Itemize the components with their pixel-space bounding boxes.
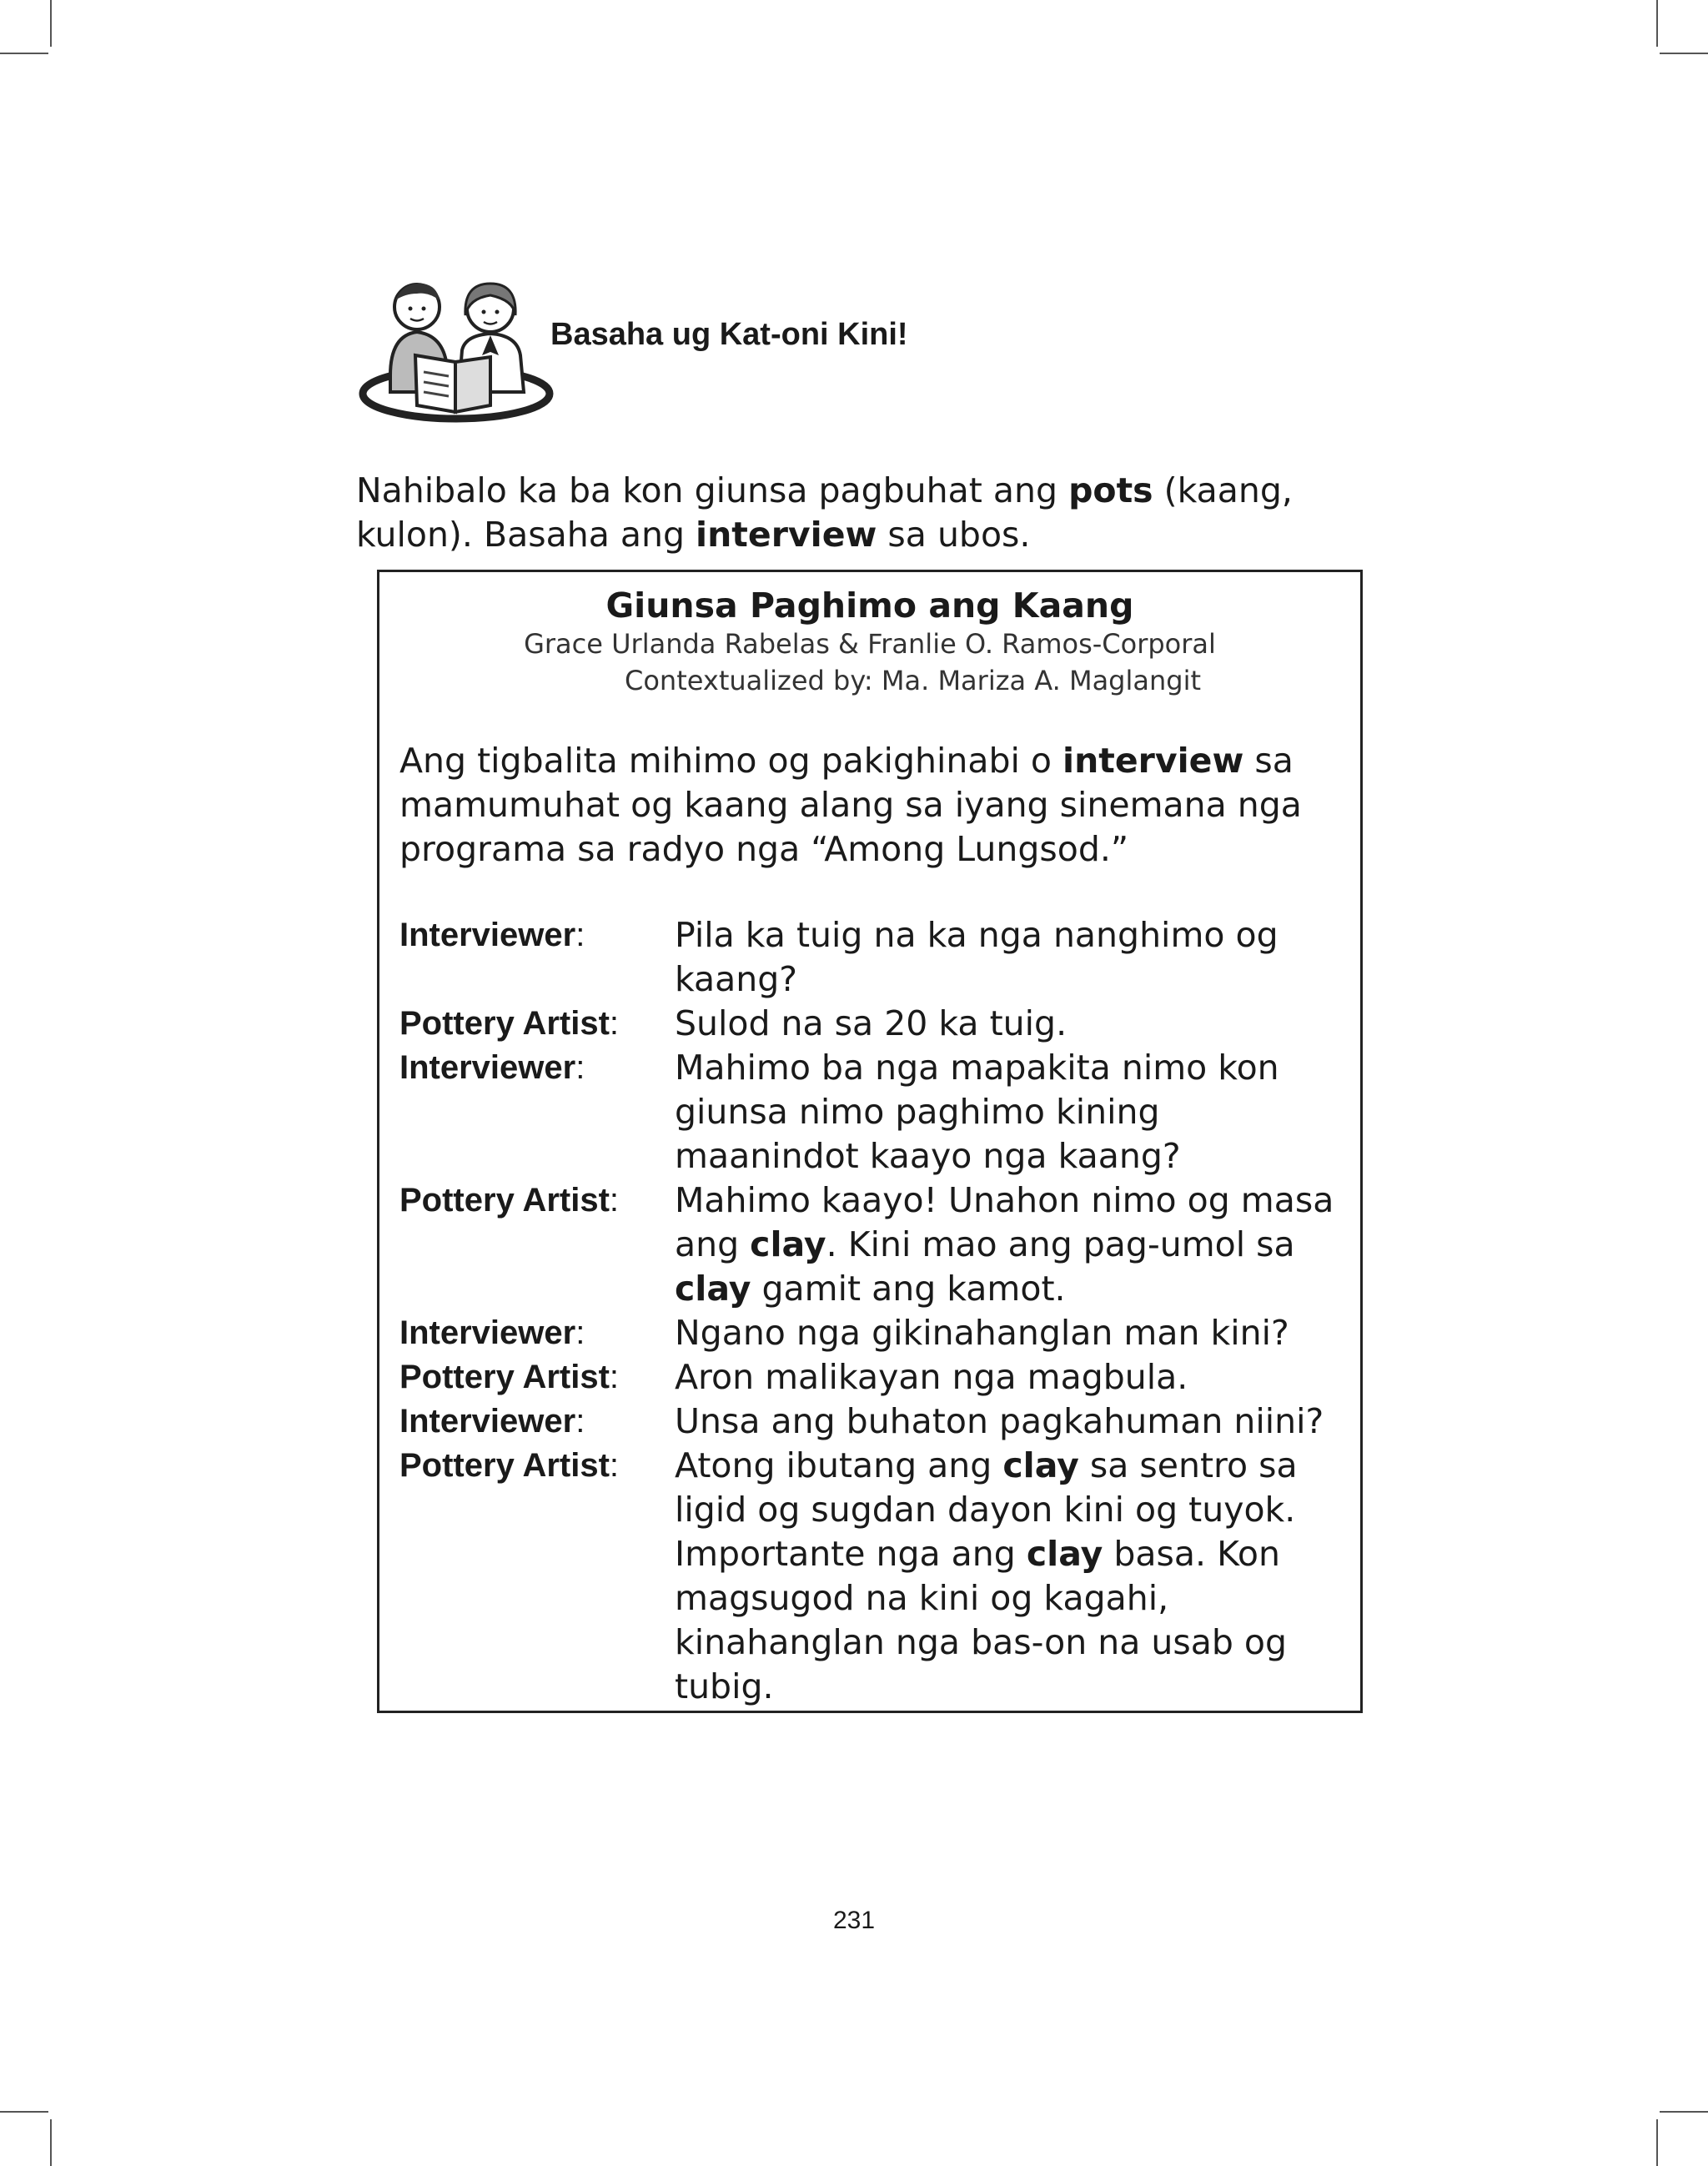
speaker-label: [399, 913, 675, 1002]
dialogue-text: Mahimo kaayo! Unahon nimo og masa ang: [675, 1180, 1334, 1264]
speaker-colon: :: [609, 1182, 620, 1219]
speaker-colon: :: [609, 1359, 620, 1395]
dialogue-text: Sulod na sa 20 ka tuig.: [675, 1003, 1068, 1043]
story-intro-keyword: interview: [1062, 741, 1244, 781]
crop-mark: [1656, 0, 1658, 47]
dialogue-text: Ngano nga gikinahanglan man kini?: [675, 1313, 1289, 1353]
dialogue-line: [675, 1311, 1350, 1355]
story-intro-text: sa mamumuhat og kaang alang sa iyang sinemana nga programa sa radyo nga “Among Lungsod.”: [399, 741, 1302, 869]
dialogue-turn: [399, 1355, 1350, 1400]
dialogue-turn: [399, 1046, 1350, 1178]
crop-mark: [1660, 2111, 1708, 2113]
crop-mark: [50, 0, 52, 47]
speaker-name: Pottery Artist: [399, 1447, 610, 1484]
dialogue-text: Unsa ang buhaton pagkahuman niini?: [675, 1401, 1324, 1441]
story-intro: [399, 739, 1350, 872]
contextualized-by: Contextualized by: Ma. Mariza A. Maglangit: [625, 665, 1202, 696]
intro-keyword: pots: [1068, 470, 1153, 510]
children-reading-book-icon: [357, 275, 555, 424]
speaker-colon: :: [575, 1403, 585, 1440]
crop-mark: [0, 2111, 48, 2113]
dialogue-line: [675, 1444, 1350, 1709]
dialogue-text: sa sentro sa ligid og sugdan dayon kini og tuyok. Importante nga ang: [675, 1445, 1298, 1574]
intro-keyword: interview: [696, 515, 877, 555]
speaker-label: [399, 1444, 675, 1709]
dialogue-keyword: clay: [675, 1269, 751, 1309]
speaker-label: [399, 1178, 675, 1311]
dialogue-turn: [399, 1444, 1350, 1709]
dialogue-line: [675, 1178, 1350, 1311]
dialogue-text: basa. Kon magsugod na kini og kagahi, kinahanglan nga bas-on na usab og tubig.: [675, 1534, 1288, 1706]
speaker-name: Interviewer: [399, 1049, 576, 1086]
dialogue-text: Mahimo ba nga mapakita nimo kon giunsa nimo paghimo kining maanindot kaayo nga kaang?: [675, 1048, 1279, 1176]
speaker-label: [399, 1311, 675, 1355]
dialogue-turn: [399, 913, 1350, 1002]
dialogue-turn: [399, 1311, 1350, 1355]
dialogue-turn: [399, 1002, 1350, 1046]
story-intro-text: Ang tigbalita mihimo og pakighinabi o: [399, 741, 1063, 781]
speaker-label: [399, 1046, 675, 1178]
intro-text: Nahibalo ka ba kon giunsa pagbuhat ang: [356, 470, 1069, 510]
speaker-name: Interviewer: [399, 1314, 576, 1351]
intro-paragraph: [356, 469, 1382, 557]
dialogue-text: gamit ang kamot.: [751, 1269, 1066, 1309]
dialogue-line: [675, 1002, 1350, 1046]
crop-mark: [0, 53, 48, 54]
dialogue-line: [675, 1355, 1350, 1400]
speaker-name: Pottery Artist: [399, 1359, 610, 1395]
dialogue-line: [675, 1046, 1350, 1178]
dialogue-text: Pila ka tuig na ka nga nanghimo og kaang?: [675, 915, 1278, 999]
speaker-name: Pottery Artist: [399, 1005, 610, 1042]
speaker-colon: :: [609, 1005, 620, 1042]
crop-mark: [1660, 53, 1708, 54]
dialogue-line: [675, 913, 1350, 1002]
dialogue-text: Atong ibutang ang: [675, 1445, 1003, 1485]
intro-text: sa ubos.: [877, 515, 1031, 555]
dialogue-turn: [399, 1400, 1350, 1444]
story-authors: Grace Urlanda Rabelas & Franlie O. Ramos-Corporal: [524, 628, 1216, 660]
story-title: Giunsa Paghimo ang Kaang: [605, 585, 1134, 626]
speaker-colon: :: [609, 1447, 620, 1484]
section-heading: Basaha ug Kat-oni Kini!: [550, 317, 908, 352]
crop-mark: [1656, 2119, 1658, 2166]
speaker-label: [399, 1002, 675, 1046]
dialogue-turn: [399, 1178, 1350, 1311]
speaker-name: Interviewer: [399, 917, 576, 953]
dialogue-text: . Kini mao ang pag-umol sa: [826, 1224, 1295, 1264]
speaker-colon: :: [575, 1314, 585, 1351]
dialogue-keyword: clay: [750, 1224, 826, 1264]
dialogue-keyword: clay: [1002, 1445, 1079, 1485]
speaker-colon: :: [575, 917, 585, 953]
dialogue: [399, 913, 1350, 1709]
speaker-name: Pottery Artist: [399, 1182, 610, 1219]
speaker-label: [399, 1355, 675, 1400]
dialogue-line: [675, 1400, 1350, 1444]
speaker-label: [399, 1400, 675, 1444]
dialogue-keyword: clay: [1026, 1534, 1103, 1574]
speaker-name: Interviewer: [399, 1403, 576, 1440]
page-number: 231: [832, 1907, 876, 1934]
dialogue-text: Aron malikayan nga magbula.: [675, 1357, 1188, 1397]
story-box: [377, 570, 1363, 1713]
crop-mark: [50, 2119, 52, 2166]
speaker-colon: :: [575, 1049, 585, 1086]
intro-text: (kaang, kulon). Basaha ang: [356, 470, 1293, 555]
